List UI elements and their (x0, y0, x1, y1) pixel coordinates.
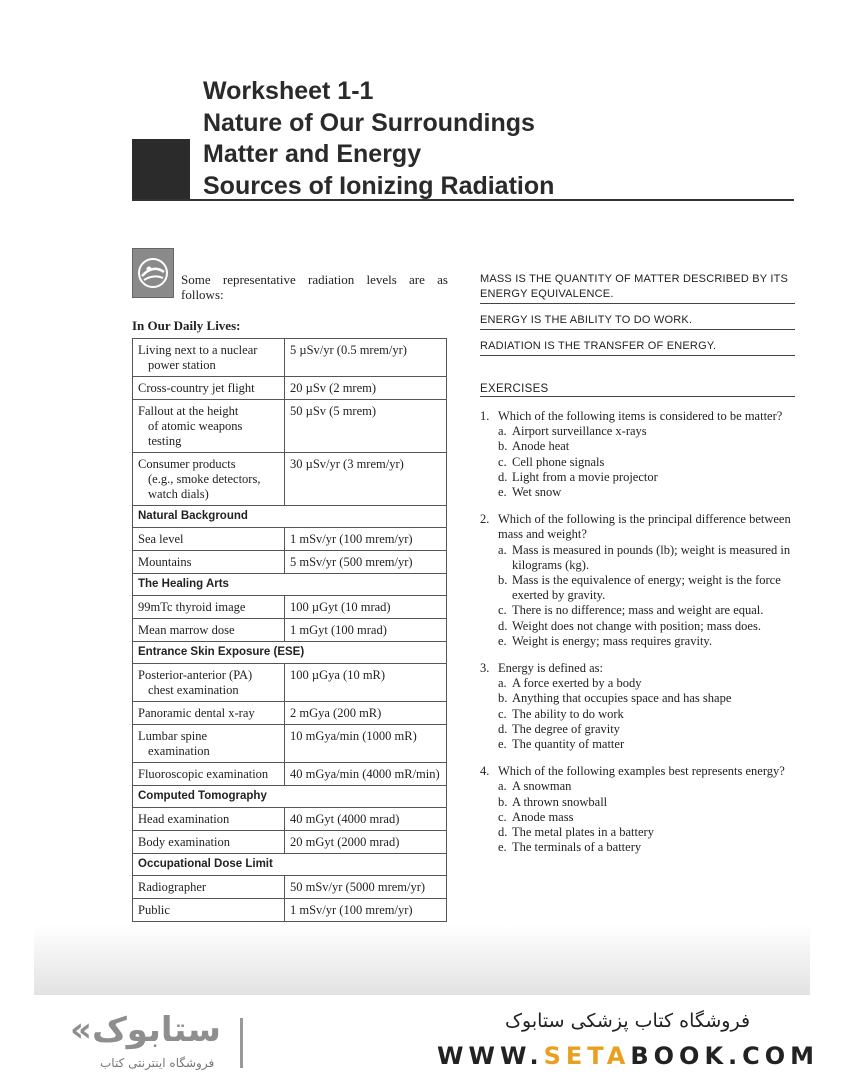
table-category-row (133, 506, 447, 528)
source-text: Panoramic dental x-ray (138, 706, 255, 720)
option-text: There is no difference; mass and weight are equal. (512, 603, 764, 618)
setabook-logo: «ستابوک (70, 1010, 221, 1050)
option-text: Anything that occupies space and has shape (512, 691, 732, 706)
source-text: chest examination (148, 683, 239, 697)
option-letter: b. (498, 794, 508, 809)
question-stem: Which of the following is the principal difference between mass and weight? (498, 512, 791, 542)
option-letter: c. (498, 454, 507, 469)
option-letter: c. (498, 809, 507, 824)
source-cell (133, 702, 285, 725)
source-text: Sea level (138, 532, 184, 546)
source-cell (133, 899, 285, 922)
answer-options (480, 676, 795, 752)
dose-cell: 20 µSv (2 mrem) (285, 377, 447, 400)
question-number: 1. (480, 409, 490, 423)
url-prefix: WWW. (437, 1042, 544, 1070)
table-row (133, 725, 447, 763)
source-text: watch dials) (148, 487, 209, 501)
source-cell (133, 808, 285, 831)
table-category-row (133, 786, 447, 808)
answer-option (498, 543, 795, 573)
table-row (133, 763, 447, 786)
source-text: Radiographer (138, 880, 207, 894)
category-label: The Healing Arts (133, 574, 447, 596)
url-suffix: BOOK.COM (630, 1042, 820, 1070)
source-cell (133, 763, 285, 786)
source-cell (133, 400, 285, 453)
option-letter: a. (498, 779, 507, 794)
dose-cell: 30 µSv/yr (3 mrem/yr) (285, 453, 447, 506)
option-letter: c. (498, 706, 507, 721)
dose-cell: 10 mGya/min (1000 mR) (285, 725, 447, 763)
store-url[interactable] (437, 1042, 819, 1070)
dose-cell: 2 mGya (200 mR) (285, 702, 447, 725)
dose-cell: 1 mSv/yr (100 mrem/yr) (285, 899, 447, 922)
option-letter: d. (498, 721, 508, 736)
question-stem: Which of the following items is considered to be matter? (498, 409, 783, 423)
option-letter: b. (498, 691, 508, 706)
exercise-question (480, 512, 795, 649)
dose-cell: 1 mGyt (100 mrad) (285, 619, 447, 642)
section-title: In Our Daily Lives: (132, 318, 241, 333)
category-label: Occupational Dose Limit (133, 854, 447, 876)
worksheet-titles (203, 76, 554, 202)
table-row (133, 808, 447, 831)
option-text: A force exerted by a body (512, 676, 642, 691)
source-text: Fallout at the height (138, 404, 239, 418)
source-cell (133, 528, 285, 551)
answer-option (498, 470, 795, 485)
answer-option (498, 810, 795, 825)
answer-option (498, 485, 795, 500)
store-name: فروشگاه کتاب پزشکی ستابوک (505, 1010, 751, 1032)
dose-cell: 40 mGya/min (4000 mR/min) (285, 763, 447, 786)
option-text: The metal plates in a battery (512, 825, 654, 840)
source-text: Posterior-anterior (PA) (138, 668, 253, 682)
table-row (133, 596, 447, 619)
answer-option (498, 691, 795, 706)
table-row (133, 453, 447, 506)
option-letter: a. (498, 424, 507, 439)
option-text: Mass is the equivalence of energy; weight is the force exerted by gravity. (512, 573, 781, 603)
exercise-question (480, 764, 795, 855)
category-label: Computed Tomography (133, 786, 447, 808)
option-letter: d. (498, 825, 508, 840)
table-row (133, 619, 447, 642)
option-text: The ability to do work (512, 706, 624, 721)
option-letter: e. (498, 485, 507, 500)
exercise-question (480, 661, 795, 752)
answer-option (498, 619, 795, 634)
answer-option (498, 676, 795, 691)
answer-option (498, 603, 795, 618)
answer-options (480, 424, 795, 500)
answer-option (498, 737, 795, 752)
dose-cell: 40 mGyt (4000 mrad) (285, 808, 447, 831)
exercise-list (480, 409, 795, 855)
question-stem: Energy is defined as: (498, 661, 603, 676)
option-text: A thrown snowball (512, 794, 608, 809)
source-text: testing (148, 434, 182, 448)
table-row (133, 876, 447, 899)
question-number: 4. (480, 764, 490, 779)
title-line: Sources of Ionizing Radiation (203, 171, 555, 200)
source-cell (133, 339, 285, 377)
intro-section (132, 248, 448, 334)
dose-cell: 20 mGyt (2000 mrad) (285, 831, 447, 854)
source-cell (133, 664, 285, 702)
right-column (480, 272, 795, 855)
answer-option (498, 634, 795, 649)
source-cell (133, 876, 285, 899)
option-letter: b. (498, 439, 508, 454)
logo-divider (240, 1018, 243, 1068)
option-letter: a. (498, 676, 507, 691)
source-text: Body examination (138, 835, 230, 849)
source-text: Cross-country jet flight (138, 381, 255, 395)
option-letter: e. (498, 737, 507, 752)
option-text: Anode heat (512, 439, 570, 454)
title-line: Nature of Our Surroundings (203, 108, 535, 137)
footer-fade (34, 925, 810, 995)
table-row (133, 899, 447, 922)
answer-option (498, 840, 795, 855)
dose-cell: 100 µGya (10 mR) (285, 664, 447, 702)
table-row (133, 831, 447, 854)
option-text: The quantity of matter (512, 737, 625, 752)
source-text: Mountains (138, 555, 192, 569)
source-text: examination (148, 744, 210, 758)
option-text: The degree of gravity (512, 721, 620, 736)
exercises-heading: EXERCISES (480, 383, 795, 397)
option-letter: d. (498, 469, 508, 484)
dose-cell: 50 µSv (5 mrem) (285, 400, 447, 453)
dose-cell: 1 mSv/yr (100 mrem/yr) (285, 528, 447, 551)
answer-options (480, 543, 795, 649)
answer-option (498, 424, 795, 439)
option-letter: a. (498, 542, 507, 557)
source-cell (133, 551, 285, 574)
source-text: of atomic weapons (148, 419, 243, 433)
definition-radiation: RADIATION IS THE TRANSFER OF ENERGY. (480, 339, 795, 356)
answer-option (498, 439, 795, 454)
answer-options (480, 779, 795, 855)
radiation-person-icon (132, 248, 174, 298)
question-stem: Which of the following examples best represents energy? (498, 764, 785, 779)
exercise-question (480, 409, 795, 500)
definition-energy: ENERGY IS THE ABILITY TO DO WORK. (480, 313, 795, 330)
option-text: A snowman (512, 779, 572, 794)
answer-option (498, 722, 795, 737)
source-text: Living next to a nuclear (138, 343, 258, 357)
option-text: Wet snow (512, 485, 562, 500)
option-text: Airport surveillance x-rays (512, 424, 647, 439)
radiation-levels-table (132, 338, 447, 922)
table-category-row (133, 854, 447, 876)
table-row (133, 528, 447, 551)
option-letter: c. (498, 603, 507, 618)
option-text: Weight does not change with position; mass does. (512, 618, 761, 633)
option-text: Anode mass (512, 809, 574, 824)
source-cell (133, 725, 285, 763)
source-text: power station (148, 358, 216, 372)
option-letter: d. (498, 618, 508, 633)
table-row (133, 339, 447, 377)
table-category-row (133, 574, 447, 596)
table-category-row (133, 642, 447, 664)
table-row (133, 400, 447, 453)
intro-text: Some representative radiation levels are as follows: (181, 272, 448, 302)
source-cell (133, 619, 285, 642)
table-row (133, 664, 447, 702)
question-number: 3. (480, 661, 490, 676)
source-text: (e.g., smoke detectors, (148, 472, 261, 486)
option-text: Light from a movie projector (512, 469, 658, 484)
dose-cell: 100 µGyt (10 mrad) (285, 596, 447, 619)
source-cell (133, 596, 285, 619)
title-block (132, 139, 190, 199)
answer-option (498, 795, 795, 810)
source-text: 99mTc thyroid image (138, 600, 246, 614)
source-text: Public (138, 903, 170, 917)
answer-option (498, 573, 795, 603)
answer-option (498, 455, 795, 470)
dose-cell: 50 mSv/yr (5000 mrem/yr) (285, 876, 447, 899)
category-label: Natural Background (133, 506, 447, 528)
source-text: Lumbar spine (138, 729, 208, 743)
category-label: Entrance Skin Exposure (ESE) (133, 642, 447, 664)
source-text: Mean marrow dose (138, 623, 235, 637)
source-text: Fluoroscopic examination (138, 767, 269, 781)
answer-option (498, 825, 795, 840)
dose-cell: 5 mSv/yr (500 mrem/yr) (285, 551, 447, 574)
option-text: Weight is energy; mass requires gravity. (512, 633, 712, 648)
source-text: Head examination (138, 812, 230, 826)
source-cell (133, 831, 285, 854)
dose-cell: 5 µSv/yr (0.5 mrem/yr) (285, 339, 447, 377)
source-cell (133, 453, 285, 506)
table-row (133, 377, 447, 400)
option-text: Cell phone signals (512, 454, 605, 469)
option-letter: b. (498, 573, 508, 588)
source-text: Consumer products (138, 457, 236, 471)
definition-mass: MASS IS THE QUANTITY OF MATTER DESCRIBED BY ITS ENERGY EQUIVALENCE. (480, 272, 795, 304)
title-rule (132, 199, 794, 201)
answer-option (498, 779, 795, 794)
logo-subtitle: فروشگاه اینترنتی کتاب (100, 1056, 215, 1070)
option-letter: e. (498, 633, 507, 648)
table-row (133, 702, 447, 725)
question-number: 2. (480, 512, 490, 527)
option-text: The terminals of a battery (512, 840, 642, 855)
answer-option (498, 707, 795, 722)
title-line: Worksheet 1-1 (203, 77, 374, 105)
table-row (133, 551, 447, 574)
option-text: Mass is measured in pounds (lb); weight is measured in kilograms (kg). (512, 542, 791, 572)
title-line: Matter and Energy (203, 140, 422, 168)
option-letter: e. (498, 840, 507, 855)
url-highlight: SETA (543, 1042, 631, 1070)
source-cell (133, 377, 285, 400)
